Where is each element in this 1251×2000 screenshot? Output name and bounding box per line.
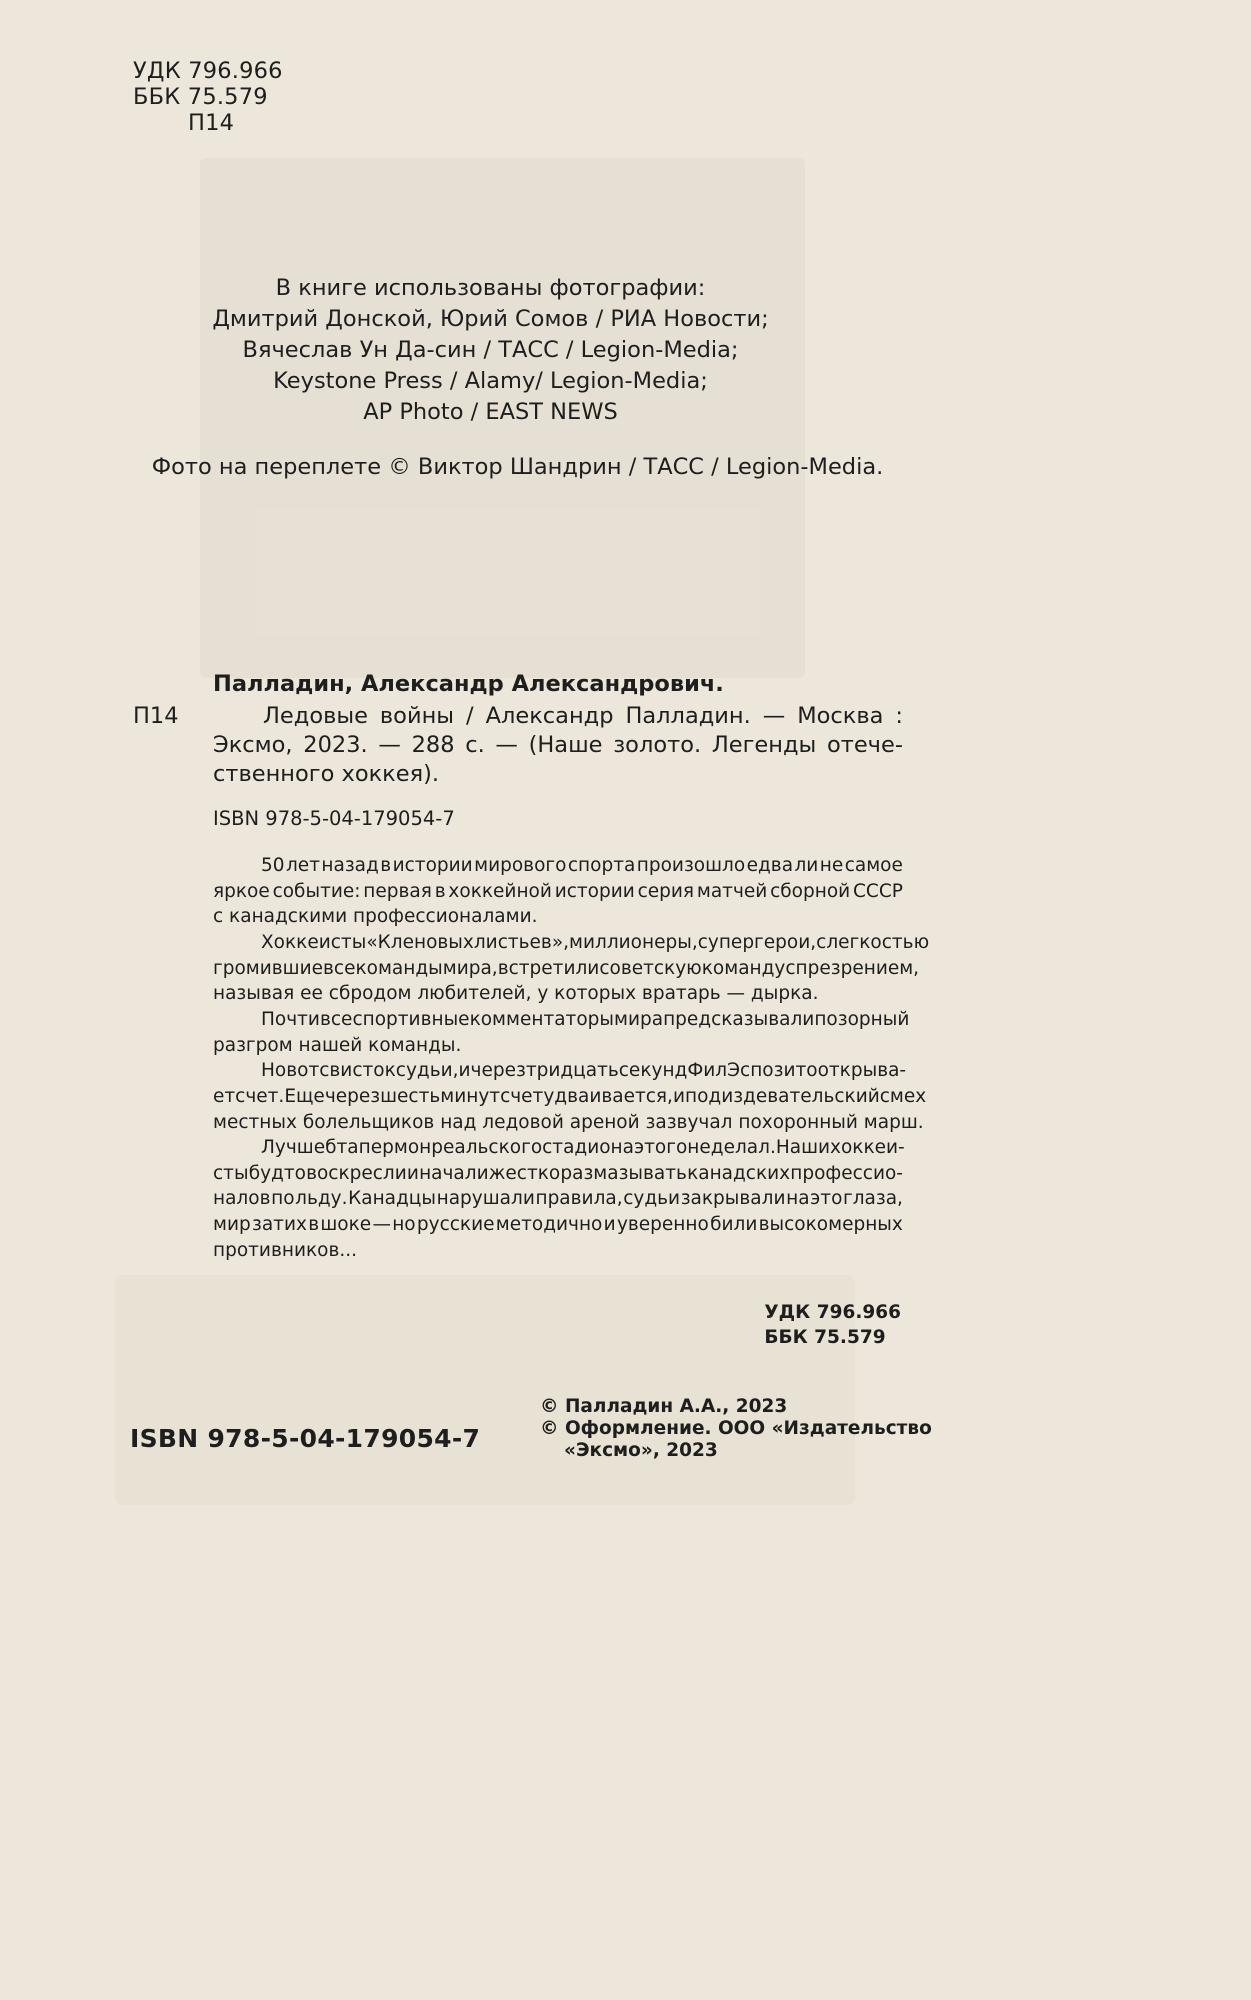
annotation-line <box>213 1135 903 1161</box>
word: размазывать <box>560 1162 687 1184</box>
word: 288 <box>411 732 455 758</box>
word: судьи <box>623 1188 681 1210</box>
word: не <box>819 855 844 876</box>
classification-codes-bottom <box>764 1300 901 1350</box>
annotation-line <box>213 904 903 930</box>
word: шоке <box>320 1214 372 1236</box>
word: : <box>895 703 903 729</box>
author-sign: П14 <box>188 110 235 136</box>
photo-credits <box>0 273 981 428</box>
word: яркое <box>213 880 270 902</box>
word: мирового <box>474 855 567 876</box>
word: это <box>810 1188 843 1210</box>
word: и <box>458 1060 471 1082</box>
word: Эксмо, <box>213 732 293 758</box>
word: сты <box>213 1162 249 1184</box>
word: комментаторы <box>469 1008 615 1030</box>
word: не <box>687 1137 711 1159</box>
word: Фил <box>687 1060 728 1082</box>
annotation-line <box>213 1110 924 1136</box>
word: канадских <box>687 1162 791 1184</box>
word: — <box>372 1214 391 1236</box>
catalog-index: П14 <box>133 703 179 729</box>
word: все <box>319 1008 353 1030</box>
word: методично <box>495 1214 603 1236</box>
bibliographic-line <box>213 760 903 789</box>
annotation-paragraph <box>213 853 903 930</box>
isbn-main: ISBN 978-5-04-179054-7 <box>130 1424 481 1453</box>
annotation-line <box>213 981 903 1007</box>
word: 50 <box>261 855 285 876</box>
word: Почти <box>261 1008 320 1030</box>
word: жестко <box>488 1162 561 1184</box>
word: начали <box>419 1162 489 1184</box>
word: истории <box>392 855 473 876</box>
word: назад <box>321 855 379 876</box>
word: удваивается, <box>543 1085 673 1107</box>
word: Лучше <box>261 1137 326 1159</box>
photo-credits-line: Вячеслав Ун Да-син / ТАСС / Legion-Media; <box>242 337 739 363</box>
annotation-line <box>213 1212 903 1238</box>
copyright-line: «Эксмо», 2023 <box>564 1440 718 1461</box>
word: через <box>470 1060 526 1082</box>
word: затих <box>252 1214 307 1236</box>
word: команды <box>355 957 443 979</box>
annotation <box>213 853 930 1263</box>
catalog-author: Палладин, Александр Александрович. <box>213 671 724 697</box>
annotation-paragraph <box>213 930 930 1007</box>
word: хоккейной <box>448 880 552 902</box>
word: Легенды <box>711 732 817 758</box>
word: с <box>816 931 827 953</box>
annotation-line <box>213 1161 903 1187</box>
word: золото. <box>613 732 702 758</box>
word: с канадскими профессионалами. <box>213 906 538 928</box>
word: и <box>672 1085 685 1107</box>
word: тридцать <box>525 1060 619 1082</box>
word: шесть <box>380 1085 441 1107</box>
word: закрывали <box>680 1188 786 1210</box>
word: открыва- <box>817 1060 907 1082</box>
word: на <box>786 1188 810 1210</box>
word: предсказывали <box>663 1008 815 1030</box>
word: под <box>684 1085 722 1107</box>
photo-credits-line: Keystone Press / Alamy/ Legion-Media; <box>273 368 708 394</box>
word: Палладин. <box>625 703 751 729</box>
word: и <box>603 1214 616 1236</box>
word: сборной <box>770 880 851 902</box>
word: мира <box>614 1008 664 1030</box>
copyright-block <box>540 1396 932 1462</box>
word: смех <box>879 1085 927 1107</box>
word: событие: <box>272 880 361 902</box>
word: называя ее сбродом любителей, у которых вратарь — дырка. <box>213 983 819 1005</box>
word: лет <box>285 855 320 876</box>
word: били <box>710 1214 758 1236</box>
word: 2023. <box>303 732 368 758</box>
annotation-line <box>213 1186 903 1212</box>
word: мир <box>213 1214 251 1236</box>
word: профессио- <box>790 1162 903 1184</box>
word: Канадцы <box>348 1188 436 1210</box>
word: — <box>495 732 518 758</box>
word: и <box>406 1162 419 1184</box>
annotation-line <box>213 930 930 956</box>
word: льду. <box>295 1188 348 1210</box>
word: истории <box>554 880 635 902</box>
word: правила, <box>535 1188 623 1210</box>
bibliographic-line <box>213 702 903 731</box>
word: этого <box>634 1137 688 1159</box>
word: с. <box>465 732 485 758</box>
word: б <box>325 1137 337 1159</box>
word: позорный <box>814 1008 910 1030</box>
annotation-paragraph <box>213 1058 927 1135</box>
annotation-line <box>213 1238 903 1264</box>
annotation-paragraph <box>213 1007 910 1058</box>
word: минут <box>440 1085 501 1107</box>
copyright-line: © Оформление. ООО «Издательство <box>540 1418 932 1439</box>
word: местных болельщиков над ледовой ареной зазвучал похоронный марш. <box>213 1111 924 1133</box>
word: (Наше <box>528 732 603 758</box>
word: миллионеры, <box>569 931 698 953</box>
copyright-line: © Палладин А.А., 2023 <box>540 1396 788 1417</box>
word: в <box>380 855 392 876</box>
word: в <box>308 1214 320 1236</box>
word: Но <box>261 1060 287 1082</box>
word: спорта <box>567 855 636 876</box>
word: глаза, <box>843 1188 903 1210</box>
word: листьев», <box>473 931 570 953</box>
word: монреальского <box>393 1137 543 1159</box>
word: свисток <box>319 1060 396 1082</box>
photo-credits-line: Дмитрий Донской, Юрий Сомов / РИА Новости; <box>212 306 769 332</box>
word: команду <box>701 957 786 979</box>
word: но <box>392 1214 416 1236</box>
classification-codes-top <box>133 58 283 136</box>
word: ет <box>213 1085 236 1107</box>
annotation-line <box>213 1058 907 1084</box>
bbk-code: ББК 75.579 <box>133 84 268 110</box>
word: громившие <box>213 957 323 979</box>
udk-code-bottom: УДК 796.966 <box>764 1302 901 1323</box>
word: тапер <box>336 1137 394 1159</box>
word: через <box>324 1085 381 1107</box>
word: СССР <box>853 880 903 902</box>
word: ли <box>794 855 819 876</box>
word: высокомерных <box>758 1214 903 1236</box>
annotation-line <box>213 1084 927 1110</box>
word: первая <box>363 880 432 902</box>
word: с <box>785 957 796 979</box>
udk-code: УДК 796.966 <box>133 58 283 84</box>
catalog-isbn: ISBN 978-5-04-179054-7 <box>213 807 455 830</box>
word: уверенно <box>616 1214 709 1236</box>
bibliographic-description <box>213 702 903 789</box>
word: противников... <box>213 1239 358 1261</box>
word: мира, <box>442 957 498 979</box>
word: спортивные <box>352 1008 470 1030</box>
cover-photo-credit: Фото на переплете © Виктор Шандрин / ТАСС / Legion-Media. <box>151 454 884 480</box>
word: русские <box>416 1214 495 1236</box>
word: едва <box>746 855 794 876</box>
word: — <box>762 703 786 729</box>
word: в <box>434 880 446 902</box>
word: будто <box>248 1162 306 1184</box>
word: Александр <box>485 703 614 729</box>
annotation-line <box>213 853 903 879</box>
word: Ледовые <box>263 703 368 729</box>
word: встретили <box>497 957 600 979</box>
word: серия <box>637 880 695 902</box>
word: вот <box>286 1060 320 1082</box>
annotation-line <box>213 1033 903 1059</box>
word: презрением, <box>795 957 920 979</box>
word: советскую <box>599 957 702 979</box>
word: матчей <box>696 880 768 902</box>
word: разгром нашей команды. <box>213 1034 462 1056</box>
word: легкостью <box>826 931 930 953</box>
word: нарушали <box>436 1188 535 1210</box>
word: ственного хоккея). <box>213 761 440 787</box>
word: — <box>378 732 401 758</box>
word: Хоккеисты <box>261 931 367 953</box>
word: Наши <box>775 1137 831 1159</box>
word: счет. <box>235 1085 285 1107</box>
word: воскресли <box>306 1162 407 1184</box>
word: хоккеи- <box>830 1137 905 1159</box>
word: стадиона <box>542 1137 634 1159</box>
show-through-shadow-bottom <box>115 1275 855 1505</box>
word: делал. <box>710 1137 776 1159</box>
word: издевательский <box>721 1085 880 1107</box>
word: по <box>271 1188 295 1210</box>
annotation-line <box>213 1007 910 1033</box>
bibliographic-line <box>213 731 903 760</box>
annotation-line <box>213 879 903 905</box>
word: произошло <box>636 855 746 876</box>
word: «Кленовых <box>366 931 474 953</box>
word: / <box>466 703 474 729</box>
word: супергерои, <box>697 931 817 953</box>
word: секунд <box>618 1060 688 1082</box>
word: отече- <box>826 732 903 758</box>
word: судьи, <box>395 1060 459 1082</box>
word: Москва <box>797 703 884 729</box>
annotation-paragraph <box>213 1135 903 1263</box>
photo-credits-line: AP Photo / EAST NEWS <box>363 399 618 425</box>
word: все <box>323 957 356 979</box>
word: самое <box>844 855 903 876</box>
word: Эспозито <box>727 1060 818 1082</box>
word: счет <box>500 1085 544 1107</box>
photo-credits-line: В книге использованы фотографии: <box>275 275 706 301</box>
word: налов <box>213 1188 271 1210</box>
word: Еще <box>284 1085 325 1107</box>
annotation-line <box>213 956 920 982</box>
bbk-code-bottom: ББК 75.579 <box>764 1327 886 1348</box>
word: войны <box>379 703 455 729</box>
